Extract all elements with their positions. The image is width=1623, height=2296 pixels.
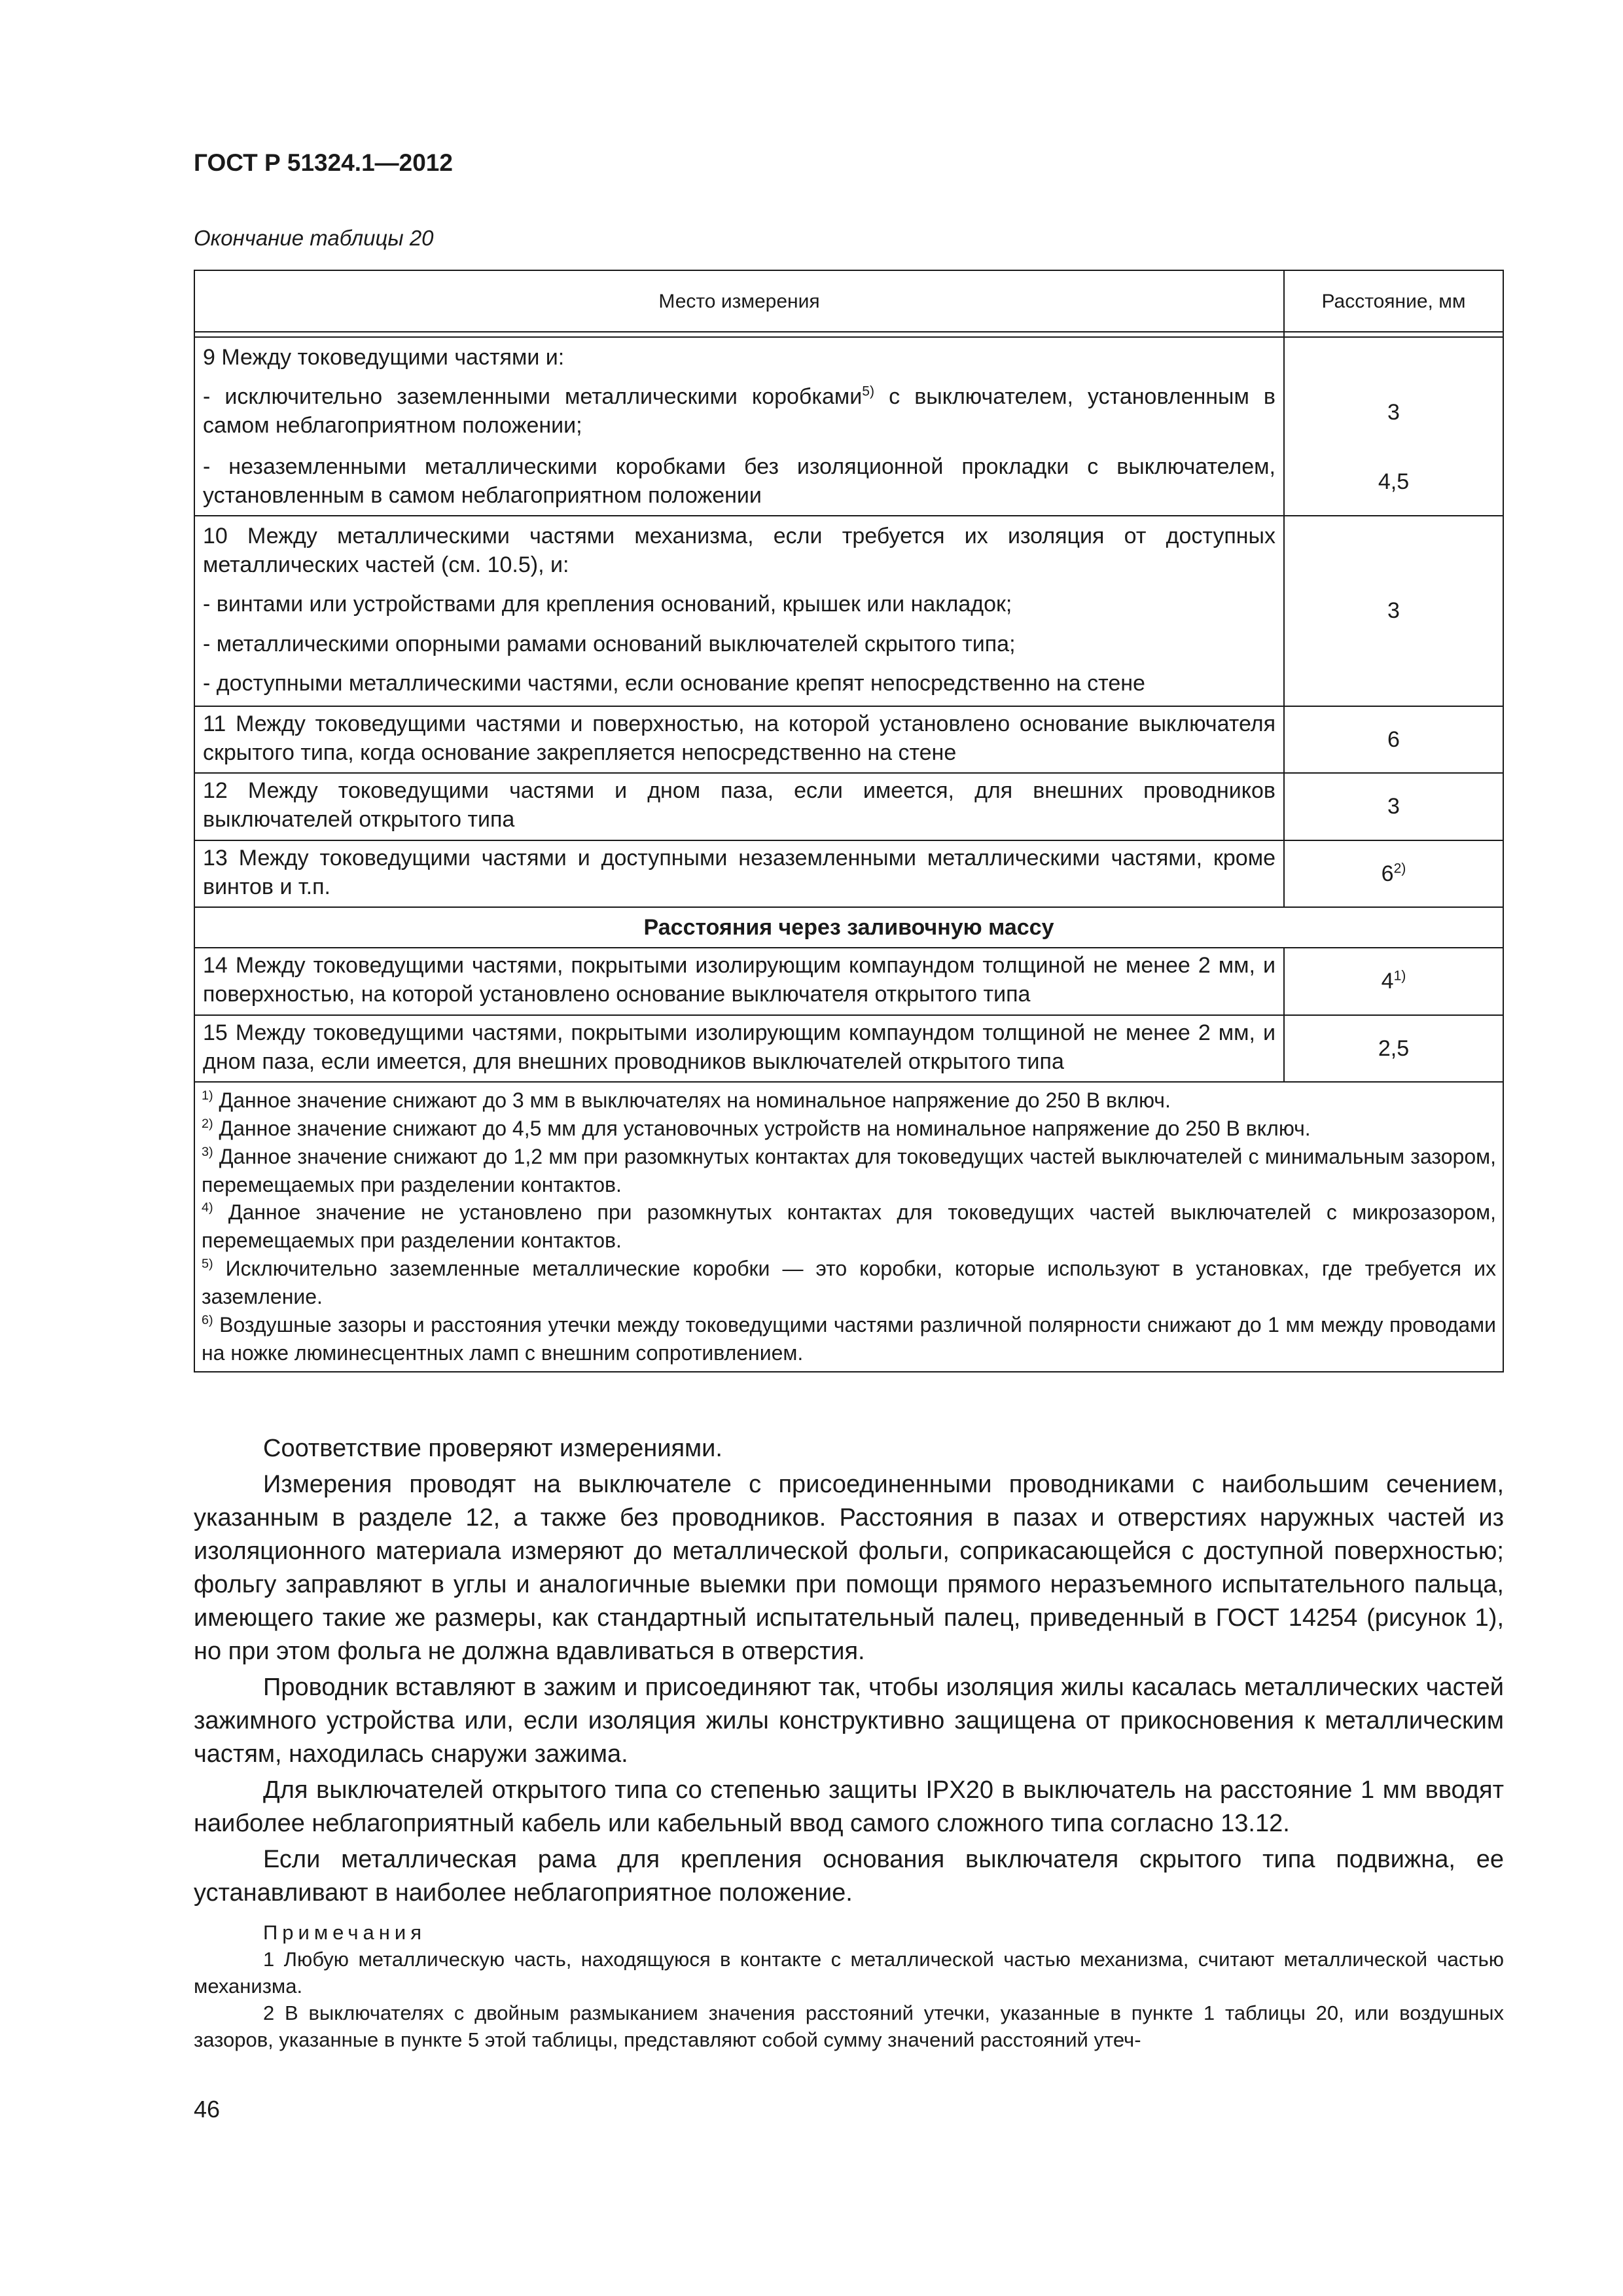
column-header-distance: Расстояние, мм <box>1284 270 1503 332</box>
footnote-text: Данное значение снижают до 3 мм в выключателях на номинальное напряжение до 250 В включ. <box>213 1088 1171 1112</box>
header-separator <box>194 332 1503 337</box>
row-9-item-a-text: - исключительно заземленными металлическими коробками <box>203 384 863 410</box>
row-9b-value: 4,5 <box>1284 448 1503 516</box>
row-10-value: 3 <box>1284 516 1503 706</box>
body-text <box>194 1432 1504 1910</box>
table-row-14 <box>194 948 1503 1014</box>
footnote-mark: 4) <box>202 1200 213 1215</box>
table-row-15 <box>194 1015 1503 1082</box>
note-2: 2 В выключателях с двойным размыканием значения расстояний утечки, указанные в пункте 1 таблицы 20, или воздушных зазоров, указанные в пункте 5 этой таблицы, представляют собой сумму значений расстояний утеч- <box>194 2001 1504 2051</box>
table-20 <box>194 270 1504 1372</box>
row-9-item-a <box>203 382 1275 440</box>
row-10-intro: 10 Между металлическими частями механизма, если требуется их изоляция от доступных металлических частей (см. 10.5), и: <box>203 523 1275 578</box>
footnote-text: Воздушные зазоры и расстояния утечки между токоведущими частями различной полярности снижают до 1 мм между проводами на ножке люминесцентных ламп с внешним сопротивлением. <box>202 1312 1496 1365</box>
row-11-value: 6 <box>1284 706 1503 773</box>
row-13-value <box>1284 840 1503 907</box>
row-10-item-b: - металлическими опорными рамами оснований выключателей скрытого типа; <box>203 631 1016 656</box>
footnotes-row <box>194 1082 1503 1372</box>
section-heading: Расстояния через заливочную массу <box>194 907 1503 948</box>
row-12-value: 3 <box>1284 773 1503 840</box>
footnote-mark: 2) <box>202 1116 213 1131</box>
footnote-text: Исключительно заземленные металлические коробки — это коробки, которые используют в установках, где требуется их заземление. <box>202 1257 1496 1309</box>
footnote-4 <box>202 1198 1496 1255</box>
row-9-intro: 9 Между токоведущими частями и: <box>203 345 565 370</box>
row-10-item-a: - винтами или устройствами для крепления оснований, крышек или накладок; <box>203 592 1012 617</box>
footnote-2 <box>202 1115 1496 1143</box>
footnote-6 <box>202 1311 1496 1367</box>
footnote-mark: 5) <box>202 1257 213 1272</box>
row-14-value-number: 4 <box>1381 969 1394 994</box>
table-row-12 <box>194 773 1503 840</box>
footnote-text: Данное значение снижают до 4,5 мм для установочных устройств на номинальное напряжение до 250 В включ. <box>213 1116 1311 1140</box>
footnote-ref: 5) <box>862 384 875 399</box>
footnote-mark: 1) <box>202 1088 213 1103</box>
paragraph: Соответствие проверяют измерениями. <box>263 1435 722 1462</box>
row-10-item-c: - доступными металлическими частями, если основание крепят непосредственно на стене <box>203 670 1145 696</box>
footnote-ref: 1) <box>1393 968 1406 984</box>
notes-heading: Примечания <box>263 1921 426 1944</box>
table-continuation-caption: Окончание таблицы 20 <box>194 226 434 250</box>
paragraph: Проводник вставляют в зажим и присоединяют так, чтобы изоляция жилы касалась металлических частей зажимного устройства или, если изоляция жилы конструктивно защищена от прикосновения к металлическим частям, находилась снаружи зажима. <box>194 1674 1504 1768</box>
row-15-description: 15 Между токоведущими частями, покрытыми изолирующим компаундом толщиной не менее 2 мм, и дном паза, если имеется, для внешних проводников выключателей открытого типа <box>194 1015 1284 1082</box>
footnote-mark: 6) <box>202 1313 213 1328</box>
paragraph: Измерения проводят на выключателе с присоединенными проводниками с наибольшим сечением, указанным в разделе 12, а также без проводников. Расстояния в пазах и отверстиях наружных частей из изоляционного материала измеряют до металлической фольги, соприкасающейся с доступной поверхностью; фольгу заправляют в углы и аналогичные выемки при помощи прямого неразъемного испытательного пальца, имеющего такие же размеры, как стандартный испытательный палец, приведенный в ГОСТ 14254 (рисунок 1), но при этом фольга не должна вдавливаться в отверстия. <box>194 1471 1504 1665</box>
footnote-text: Данное значение снижают до 1,2 мм при разомкнутых контактах для токоведущих частей выключателей с минимальным зазором, перемещаемых при разделении контактов. <box>202 1144 1496 1196</box>
document-header: ГОСТ Р 51324.1—2012 <box>194 149 453 176</box>
row-13-description: 13 Между токоведущими частями и доступными незаземленными металлическими частями, кроме винтов и т.п. <box>194 840 1284 907</box>
table-row-9a <box>194 337 1503 448</box>
notes-block <box>194 1919 1504 2053</box>
table-row-9b <box>194 448 1503 516</box>
footnote-1 <box>202 1086 1496 1115</box>
row-15-value: 2,5 <box>1284 1015 1503 1082</box>
table-header-row <box>194 270 1503 332</box>
footnote-5 <box>202 1255 1496 1311</box>
row-9-item-b: - незаземленными металлическими коробками без изоляционной прокладки с выключателем, установленным в самом неблагоприятном положении <box>194 448 1284 516</box>
row-10-description <box>194 516 1284 706</box>
row-9-item-a-text-end: с выключателем, установленным в самом неблагоприятном положении; <box>203 384 1275 439</box>
paragraph: Если металлическая рама для крепления основания выключателя скрытого типа подвижна, ее устанавливают в наиболее неблагоприятное положение. <box>194 1846 1504 1907</box>
page-number: 46 <box>194 2096 221 2123</box>
table-footnotes <box>194 1082 1503 1372</box>
footnote-text: Данное значение не установлено при разомкнутых контактах для токоведущих частей выключателей с микрозазором, перемещаемых при разделении контактов. <box>202 1200 1496 1253</box>
row-14-description: 14 Между токоведущими частями, покрытыми изолирующим компаундом толщиной не менее 2 мм, и поверхностью, на которой установлено основание выключателя открытого типа <box>194 948 1284 1014</box>
table-row-11 <box>194 706 1503 773</box>
row-12-description: 12 Между токоведущими частями и дном паза, если имеется, для внешних проводников выключателей открытого типа <box>194 773 1284 840</box>
footnote-mark: 3) <box>202 1144 213 1159</box>
footnote-ref: 2) <box>1393 861 1406 876</box>
paragraph: Для выключателей открытого типа со степенью защиты IPX20 в выключатель на расстояние 1 мм вводят наиболее неблагоприятный кабель или кабельный ввод самого сложного типа согласно 13.12. <box>194 1776 1504 1837</box>
row-9-description <box>194 337 1284 448</box>
column-header-place: Место измерения <box>194 270 1284 332</box>
table-row-10 <box>194 516 1503 706</box>
section-row <box>194 907 1503 948</box>
row-14-value <box>1284 948 1503 1014</box>
row-11-description: 11 Между токоведущими частями и поверхностью, на которой установлено основание выключателя скрытого типа, когда основание закрепляется непосредственно на стене <box>194 706 1284 773</box>
footnote-3 <box>202 1143 1496 1199</box>
note-1: 1 Любую металлическую часть, находящуюся в контакте с металлической частью механизма, считают металлической частью механизма. <box>194 1948 1504 1998</box>
row-13-value-number: 6 <box>1381 861 1394 886</box>
table-row-13 <box>194 840 1503 907</box>
row-9a-value: 3 <box>1284 337 1503 448</box>
